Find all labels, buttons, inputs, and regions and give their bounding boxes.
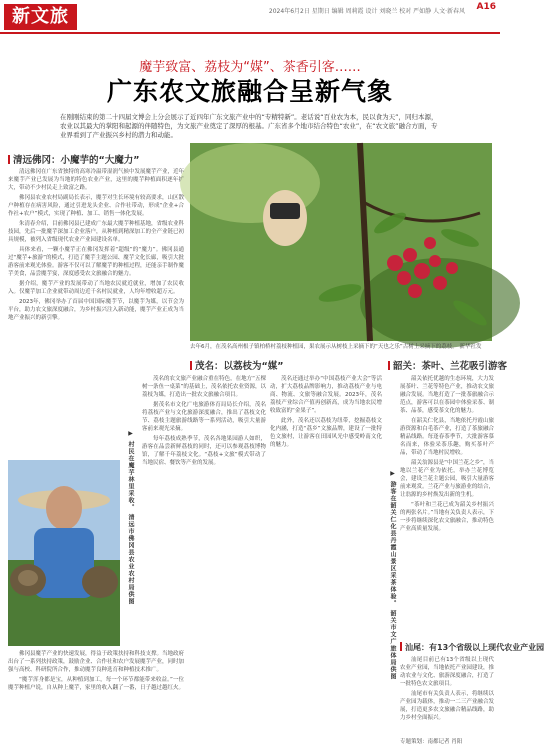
heading-bar — [400, 642, 402, 651]
paragraph: 据茂名市文化广电旅游体育局局长介绍，茂名将荔枝产业与文化旅游深度融合，推出了荔枝文化节、荔枝主题旅游线路等一系列活动，吸引大量游客前来观光采摘。 — [142, 402, 266, 432]
section-heading-maoming — [190, 358, 284, 372]
paragraph: 韶关翁源县是“中国兰花之乡”，当地以兰花产业为依托，举办兰花博览会，建设兰花主题公园，吸引大量游客前来观赏。兰花产业与旅游业的结合，让翁源的乡村焕发出新的生机。 — [400, 460, 494, 498]
paragraph: 2023年，佛冈举办了首届中国国际魔芋节，以魔芋为媒，以节会为平台，助力农文旅深度融合，为乡村振兴注入新动能，魔芋产业正成为当地产业振兴的新引擎。 — [8, 299, 185, 321]
header-rule — [0, 32, 500, 34]
paragraph: 据介绍，魔芋产业的发展带动了当地农民就近就业，增加了农民收入。仅魔芋加工企业就带动周边近千名村民就业，人均年增收超万元。 — [8, 281, 184, 295]
heading-bar — [388, 361, 390, 370]
paragraph: 每年荔枝成熟季节，茂名各地果园游人如织，游客在品尝新鲜荔枝的同时，还可以参观荔枝博物馆，了解千年荔枝文化。“荔枝+文旅”模式带动了当地民宿、餐饮等产业的发展。 — [142, 436, 266, 466]
paragraph: 茂名还通过举办“中国荔枝产业大会”等活动，扩大荔枝品牌影响力，推动荔枝产业与电商、物流、文旅等融合发展。2023年，茂名荔枝产业综合产值再创新高，成为当地农民增收致富的“金果子”。 — [270, 376, 382, 414]
paragraph: 佛冈县魔芋产业的快速发展，得益于政策扶持和科技支撑。当地政府出台了一系列扶持政策，鼓励企业、合作社和农户发展魔芋产业，同时加强与高校、科研院所合作，推动魔芋良种选育和种植技术推广。 — [8, 651, 185, 673]
section-body-maoming-cont — [270, 375, 382, 740]
vertical-caption-right: ▶ 游客在韶关仁化县丹霞山景区采茶体验。 韶关市文广旅体局供图 — [389, 470, 396, 681]
section-body-shaoguan — [400, 375, 494, 637]
footer-credit: 专题策划：南都记者 肖阳 — [400, 739, 463, 745]
paragraph: 朱清春介绍，目前佛冈县已建成广东最大魔芋种植基地，省级农业科技园，先后一批魔芋深加工企业落户，从种植到精深加工的全产业链已初具规模，被列入省级现代农业产业园建设名单。 — [8, 221, 185, 243]
paragraph: 韶关依托优越的生态环境，大力发展茶叶、兰花等特色产业，推动农文旅融合发展。当地打造了一批茶旅融合示范点，游客可以在茶园中体验采茶、制茶、品茶，感受茶文化的魅力。 — [400, 376, 494, 414]
paragraph: 佛冈县农业农村局副局长表示，魔芋对生长环境有较高要求，山区散户种植存在病害风险，通过引进龙头企业、合作社带动，形成“企业+合作社+农户”模式，实现了种植、加工、销售一体化发展。 — [8, 195, 185, 217]
paragraph: 此外，茂名还以荔枝为纽带，挖掘荔枝文化内涵，打造“荔乡”文旅品牌，建设了一批特色文旅村，让游客在田园风光中感受岭南文化的魅力。 — [270, 418, 382, 448]
paragraph: 汕尾市有关负责人表示，将继续以产业园为载体，推动一二三产业融合发展，打造更多农文旅融合精品线路，助力乡村全面振兴。 — [400, 691, 494, 721]
kicker: 魔芋致富、荔枝为“媒”、茶香引客…… — [139, 60, 361, 75]
paragraph: 汕尾目前已有13个省级以上现代农业产业园，当地依托产业园建设，推动农业与文化、旅游深度融合，打造了一批特色农文旅项目。 — [400, 657, 494, 687]
section-title: 汕尾：有13个省级以上现代农业产业园 — [405, 643, 544, 652]
lead-paragraph: 在刚刚结束的第二十四届文博会上分会展示了近四年广东文旅产业中的“专精特新”。老话说“百业农为本，民以食为天”，同归本源，农业以其最大的掌阳和起源的伴随特色，为文旅产业奠定了深厚的根基。广东省多个地市结合特色“农业”，在“农文旅”融合方面，专业界看到了产业振兴乡村的潜力和动能。 — [60, 113, 438, 139]
section-title: 韶关：茶叶、兰花吸引游客 — [393, 361, 508, 372]
paragraph: 在韶关仁化县，当地依托丹霞山旅游资源和白毛茶产业，打造了茶旅融合精品线路。每逢春茶季节，大批游客慕名而来，体验采茶乐趣，购买茶叶产品，带动了当地村民增收。 — [400, 418, 494, 456]
section-title: 茂名：以荔枝为“媒” — [195, 361, 284, 372]
paragraph: “魔芋浑身都是宝，从种植到加工，每一个环节都能带来收益。”一位魔芋种植户说，自从种上魔芋，家里的收入翻了一番，日子越过越红火。 — [8, 677, 185, 691]
section-body-maoming — [142, 375, 266, 740]
section-title: 清远佛冈：小魔芋的“大魔力” — [13, 155, 140, 166]
section-heading-shanwei — [400, 642, 544, 653]
headline: 广东农文旅融合呈新气象 — [106, 77, 393, 106]
lychee-photo — [190, 143, 492, 341]
paragraph: 具体来看，一颗小魔芋正在佛冈发挥着“超级”的“魔力”。佛冈县通过“魔芋+旅游”的模式，打造了魔芋主题公园、魔芋文化长廊，吸引大批游客前来观光体验。游客不仅可以了解魔芋的种植过程，还能亲手制作魔芋美食，品尝魔芋宴，深度感受农文旅融合的魅力。 — [8, 247, 185, 277]
paragraph: “茶叶和兰花已成为韶关乡村振兴的两张名片。”当地有关负责人表示，下一步将继续深化农文旅融合，推动特色产业高质量发展。 — [400, 502, 494, 532]
vertical-caption-left: ▶ 村民在魔芋林里采收。 清远市佛冈县农业农村局供图 — [127, 430, 134, 606]
section-heading-qingyuan — [8, 152, 140, 166]
section-body-shanwei — [400, 656, 494, 734]
paragraph: 茂名的农文旅产业融合重在特色，在地方“五棵树一条鱼一桌菜”的基础上，茂名依托农业资源，以荔枝为媒，打造出一批农文旅融合项目。 — [142, 376, 266, 398]
paragraph: 清远佛冈在广东省独特的高寒冷温带湿润气候中发展魔芋产业，近年来魔芋产业已发展为当地的特色农业产业，这里的魔芋种植面积逐年扩大，带动不少村民走上致富之路。 — [8, 169, 185, 191]
page-number: A16 — [476, 2, 496, 12]
farmer-photo — [8, 460, 120, 646]
heading-bar — [190, 361, 192, 370]
section-heading-shaoguan — [388, 358, 507, 372]
masthead-meta: 2024年6月2日 星期日 编辑 周莉霞 设计 刘晓兰 校对 严如静 人文·新春风 — [268, 8, 465, 15]
section-tag: 新文旅 — [4, 4, 77, 30]
heading-bar — [8, 155, 10, 164]
photo-caption: 去年6月，在茂名高州根子镇柏桥村荔枝种植园，果农展示从树枝上采摘下的“天也之乐”古树上采摘下的荔枝。 新华社发 — [190, 344, 482, 350]
